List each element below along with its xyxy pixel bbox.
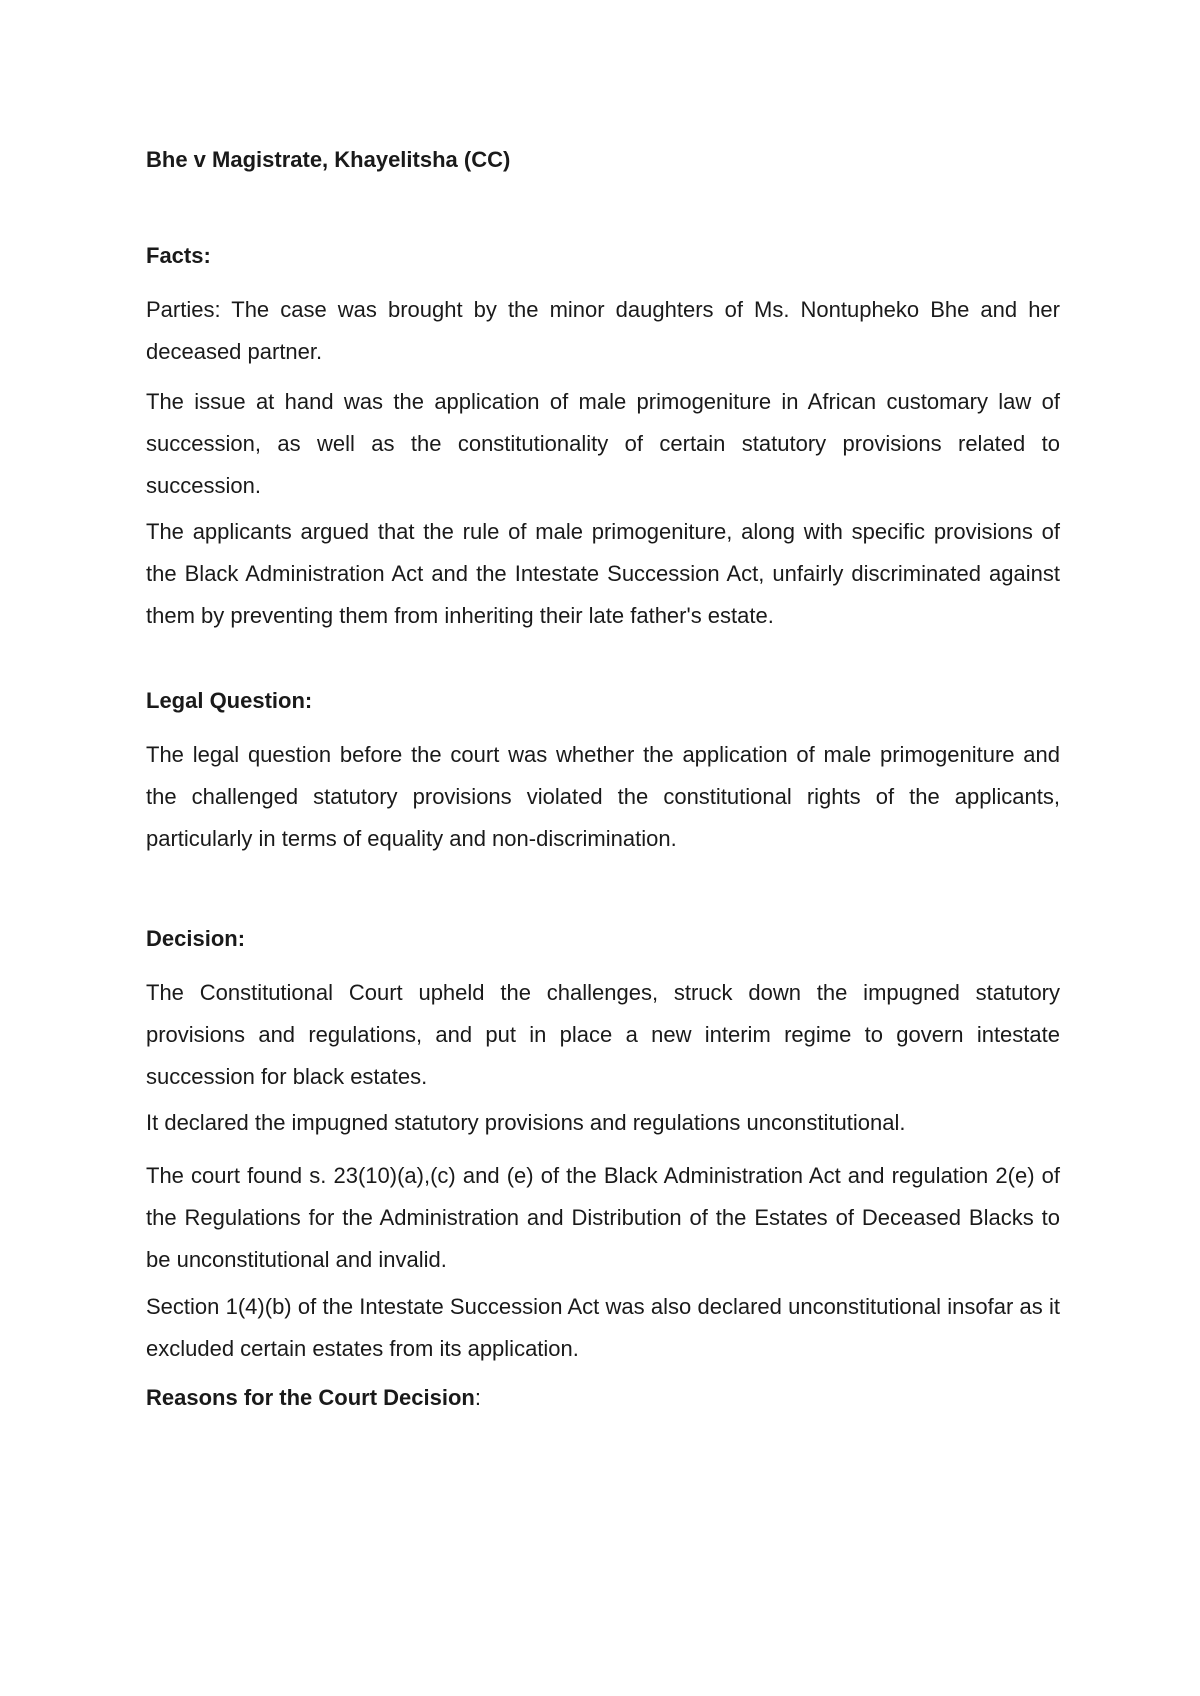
- decision-paragraph-declared: It declared the impugned statutory provisions and regulations unconstitutional.: [146, 1110, 906, 1135]
- decision-paragraph-court-found: The court found s. 23(10)(a),(c) and (e) of the Black Administration Act and regulation 2(e) of the Regulations for the Administration and Distribution of the Estates of Deceased Blacks to be unconstitutional and invalid.: [146, 1163, 1060, 1272]
- page-title: Bhe v Magistrate, Khayelitsha (CC): [146, 147, 511, 172]
- legal-question-heading: Legal Question:: [146, 688, 313, 713]
- reasons-heading-colon: :: [474, 1385, 481, 1410]
- facts-paragraph-parties: Parties: The case was brought by the minor daughters of Ms. Nontupheko Bhe and her deceased partner.: [146, 297, 1060, 364]
- reasons-heading: [146, 1383, 1060, 1413]
- reasons-heading-text: Reasons for the Court Decision: [146, 1385, 475, 1410]
- facts-heading: Facts:: [146, 243, 211, 268]
- decision-paragraph-section: Section 1(4)(b) of the Intestate Succession Act was also declared unconstitutional insofar as it excluded certain estates from its application.: [146, 1294, 1060, 1361]
- decision-heading: Decision:: [146, 926, 246, 951]
- legal-question-paragraph: The legal question before the court was whether the application of male primogeniture and the challenged statutory provisions violated the constitutional rights of the applicants, particularly in terms of equality and non-discrimination.: [146, 742, 1060, 851]
- facts-paragraph-issue: The issue at hand was the application of male primogeniture in African customary law of succession, as well as the constitutionality of certain statutory provisions related to succession.: [146, 389, 1060, 498]
- facts-paragraph-arguments: The applicants argued that the rule of male primogeniture, along with specific provisions of the Black Administration Act and the Intestate Succession Act, unfairly discriminated against them by preventing them from inheriting their late father's estate.: [146, 519, 1060, 628]
- decision-paragraph-upheld: The Constitutional Court upheld the challenges, struck down the impugned statutory provisions and regulations, and put in place a new interim regime to govern intestate succession for black estates.: [146, 980, 1060, 1089]
